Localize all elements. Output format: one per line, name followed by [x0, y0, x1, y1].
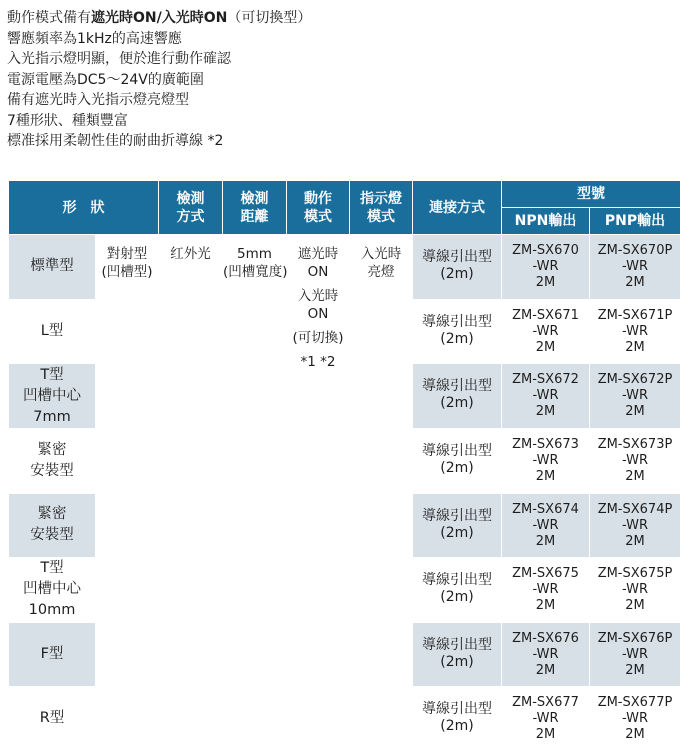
npn-model-cell: ZM-SX673 -WR 2M [502, 428, 590, 493]
pnp-model-cell: ZM-SX672P -WR 2M [590, 364, 681, 429]
header-model: 型號 [502, 181, 681, 208]
feature-line [7, 8, 682, 29]
pnp-model-cell: ZM-SX677P -WR 2M [590, 687, 681, 750]
feature-line: 7種形狀、種類豐富 [7, 112, 128, 129]
header-mode: 動作 模式 [287, 181, 350, 235]
npn-model-cell: ZM-SX676 -WR 2M [502, 622, 590, 687]
pnp-model-cell: ZM-SX676P -WR 2M [590, 622, 681, 687]
npn-model-cell: ZM-SX674 -WR 2M [502, 493, 590, 558]
connection-cell: 導線引出型 (2m) [413, 428, 502, 493]
method-cell: 红外光 [159, 235, 223, 750]
connection-cell: 導線引出型 (2m) [413, 687, 502, 750]
feature-line: 響應頻率為1kHz的高速響應 [7, 30, 182, 47]
mode-cell: 遮光時 ON 入光時 ON (可切換) *1 *2 [287, 235, 350, 750]
shape-cell: 緊密 安裝型 [9, 428, 96, 493]
feature-highlight: 遮光時ON/入光時ON [91, 10, 228, 26]
header-connection: 連接方式 [413, 181, 502, 235]
npn-model-cell: ZM-SX671 -WR 2M [502, 299, 590, 364]
connection-cell: 導線引出型 (2m) [413, 364, 502, 429]
feature-line: 標准採用柔韌性佳的耐曲折導線 *2 [7, 133, 224, 149]
header-distance: 檢測 距離 [223, 181, 287, 235]
header-pnp: PNP輸出 [590, 208, 681, 235]
feature-text: 動作模式備有 [7, 10, 91, 26]
connection-cell: 導線引出型 (2m) [413, 622, 502, 687]
shape-cell: L型 [9, 299, 96, 364]
connection-cell: 導線引出型 (2m) [413, 235, 502, 300]
connection-cell: 導線引出型 (2m) [413, 558, 502, 623]
feature-line: 備有遮光時入光指示燈亮燈型 [7, 92, 189, 108]
feature-line: 入光指示燈明顯，便於進行動作確認 [7, 51, 231, 67]
pnp-model-cell: ZM-SX674P -WR 2M [590, 493, 681, 558]
feature-text: （可切換型） [227, 10, 312, 26]
feature-line: 電源電壓為DC5～24V的廣範圍 [7, 71, 204, 88]
feature-list [7, 8, 682, 152]
spec-table [8, 180, 681, 750]
header-npn: NPN輸出 [502, 208, 590, 235]
header-indicator: 指示燈 模式 [350, 181, 413, 235]
header-method: 檢測 方式 [159, 181, 223, 235]
pnp-model-cell: ZM-SX675P -WR 2M [590, 558, 681, 623]
type-cell: 對射型 (凹槽型) [96, 235, 159, 750]
npn-model-cell: ZM-SX677 -WR 2M [502, 687, 590, 750]
npn-model-cell: ZM-SX672 -WR 2M [502, 364, 590, 429]
indicator-cell: 入光時 亮燈 [350, 235, 413, 750]
pnp-model-cell: ZM-SX670P -WR 2M [590, 235, 681, 300]
shape-cell: R型 [9, 687, 96, 750]
npn-model-cell: ZM-SX675 -WR 2M [502, 558, 590, 623]
header-shape: 形 狀 [9, 181, 159, 235]
connection-cell: 導線引出型 (2m) [413, 299, 502, 364]
npn-model-cell: ZM-SX670 -WR 2M [502, 235, 590, 300]
shape-cell: F型 [9, 622, 96, 687]
pnp-model-cell: ZM-SX673P -WR 2M [590, 428, 681, 493]
shape-cell: T型 凹槽中心 10mm [9, 558, 96, 623]
connection-cell: 導線引出型 (2m) [413, 493, 502, 558]
shape-cell: 緊密 安裝型 [9, 493, 96, 558]
pnp-model-cell: ZM-SX671P -WR 2M [590, 299, 681, 364]
distance-cell: 5mm (凹槽寬度) [223, 235, 287, 750]
shape-cell: 標準型 [9, 235, 96, 300]
shape-cell: T型 凹槽中心 7mm [9, 364, 96, 429]
